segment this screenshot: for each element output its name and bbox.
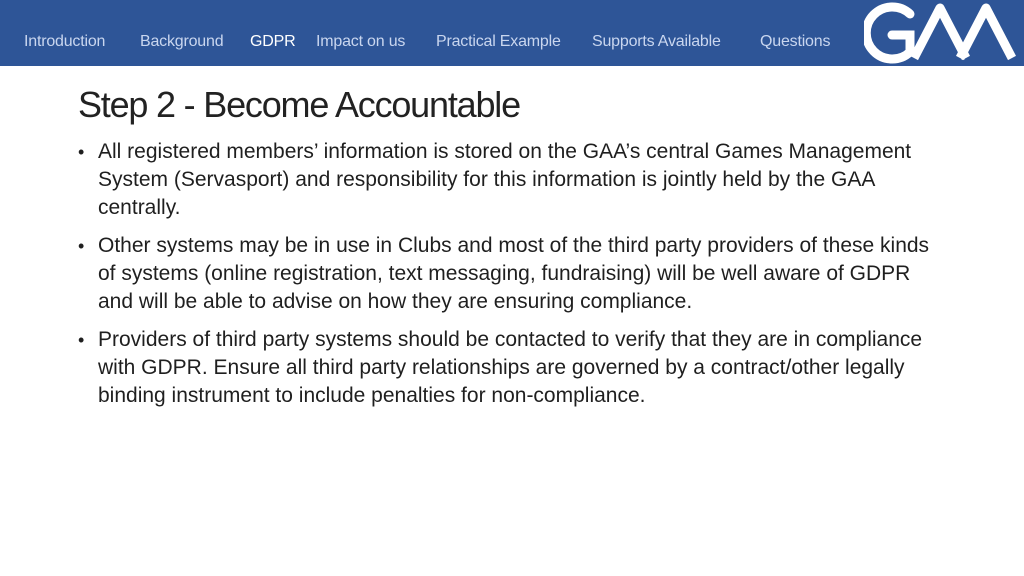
top-navigation-bar [0, 0, 1024, 66]
logo-letter-a2-mark [960, 8, 1012, 58]
bullet-list [78, 138, 938, 420]
bullet-dot-icon: • [78, 330, 85, 350]
bullet-text: All registered members’ information is stored on the GAA’s central Games Management System (Servasport) and responsibility for this information is jointly held by the GAA centrally. [98, 140, 912, 219]
nav-item-supports-available[interactable]: Supports Available [592, 33, 721, 50]
bullet-text: Providers of third party systems should be contacted to verify that they are in compliance with GDPR. Ensure all third party relationships are governed by a contract/other legally binding instrument to include penalties for non-compliance. [98, 328, 923, 407]
nav-item-impact-on-us[interactable]: Impact on us [316, 33, 406, 50]
bullet-item [78, 232, 938, 316]
logo-letter-a1-mark [914, 8, 966, 58]
bullet-dot-icon: • [78, 236, 85, 256]
logo-text: GAA [944, 40, 947, 41]
nav-item-introduction[interactable]: Introduction [24, 33, 106, 50]
bullet-item [78, 326, 938, 410]
slide-title: Step 2 - Become Accountable [78, 84, 520, 125]
bullet-text: Other systems may be in use in Clubs and most of the third party providers of these kinds of systems (online registration, text messaging, fundraising) will be well aware of GDPR and will be able to advise on how they are ensuring compliance. [98, 234, 930, 313]
nav-item-questions[interactable]: Questions [760, 33, 831, 50]
logo-letter-g-mark [866, 7, 910, 59]
gaa-logo [864, 0, 1024, 66]
bullet-item [78, 138, 938, 222]
nav-item-practical-example[interactable]: Practical Example [436, 33, 561, 50]
nav-item-background[interactable]: Background [140, 33, 224, 50]
bullet-dot-icon: • [78, 142, 85, 162]
nav-item-gdpr[interactable]: GDPR [250, 33, 296, 50]
